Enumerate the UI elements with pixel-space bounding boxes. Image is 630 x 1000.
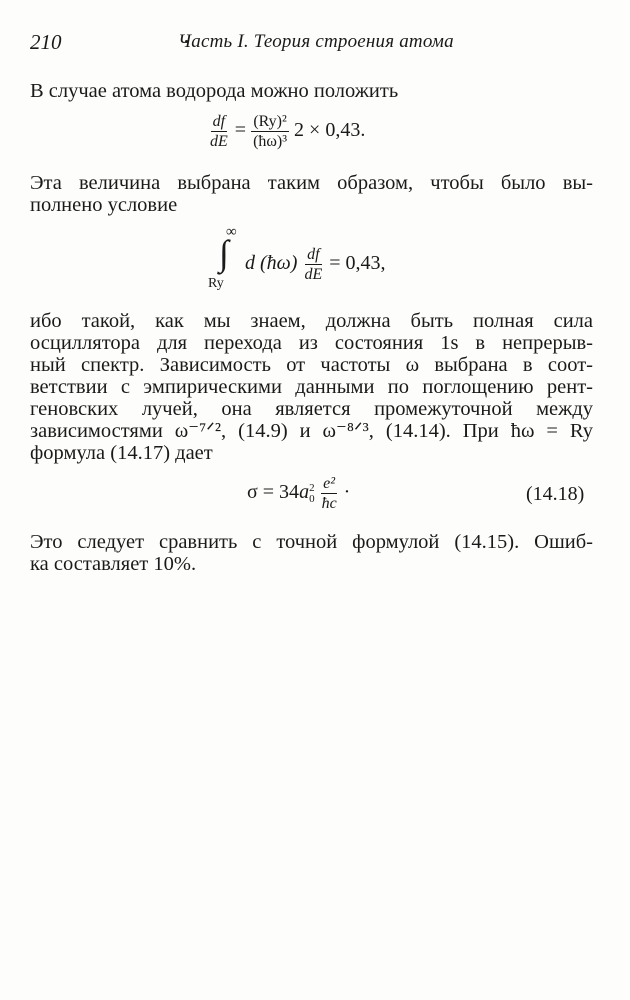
fraction-ry-hw: [251, 113, 289, 150]
text-line: полнено условие: [30, 194, 178, 216]
integral-upper-limit: ∞: [226, 224, 237, 240]
text-line: ветствии с эмпирическими данными по поглощению рент-: [30, 376, 593, 398]
paragraph-2: [30, 172, 593, 216]
bohr-radius-subscript: 0: [309, 492, 315, 505]
text-line: зависимостями ω⁻⁷ᐟ², (14.9) и ω⁻⁸ᐟ³, (14.14). При ħω = Ry: [30, 420, 593, 442]
paragraph-3: [30, 310, 593, 464]
integral-sign: ∫: [219, 233, 229, 273]
fraction-df-de: [208, 113, 230, 150]
integrand: [245, 246, 386, 283]
equation-number: (14.18): [526, 483, 585, 505]
fraction-denominator: ħc: [321, 495, 337, 512]
bohr-radius-power: 2: [309, 481, 315, 494]
fraction-denominator: dE: [210, 133, 228, 150]
fraction-df-de: [302, 246, 324, 283]
equation-1: [208, 113, 365, 150]
fraction-e2-hc: [320, 475, 339, 512]
fraction-numerator: df: [307, 246, 320, 263]
text-line: Это следует сравнить с точной формулой (14.15). Ошиб-: [30, 531, 593, 553]
text-line: В случае атома водорода можно положить: [30, 80, 399, 102]
fraction-numerator: df: [212, 113, 226, 130]
text-line: геновских лучей, она является промежуточной между: [30, 398, 593, 420]
text-line: ибо такой, как мы знаем, должна быть полная сила: [30, 310, 593, 332]
text-line: формула (14.17) дает: [30, 442, 213, 464]
paragraph-4: [30, 531, 593, 575]
differential: d (ħω): [245, 252, 298, 275]
equation-3: [247, 475, 350, 512]
fraction-denominator: dE: [304, 266, 323, 283]
equals-sign: =: [234, 119, 247, 142]
fraction-denominator: (ħω)³: [253, 133, 288, 150]
text-line: осциллятора для перехода из состояния 1s в непрерыв-: [30, 332, 593, 354]
text-line: ный спектр. Зависимость от частоты ω выбрана в соот-: [30, 354, 593, 376]
text-line: Эта величина выбрана таким образом, чтобы было вы-: [30, 172, 593, 194]
fraction-numerator: (Ry)²: [253, 113, 287, 130]
equation-rest: 2 × 0,43.: [294, 119, 366, 142]
fraction-numerator: e²: [323, 475, 336, 492]
page-header: [30, 30, 595, 56]
equation-2: [205, 224, 425, 294]
equation-rest: = 0,43,: [329, 252, 386, 275]
page-number: 210: [30, 30, 62, 54]
equation-dot: ·: [343, 481, 351, 504]
bohr-radius-indices: [309, 483, 315, 505]
integral-lower-limit: Ry: [208, 276, 224, 291]
bohr-radius: a: [299, 481, 310, 504]
paragraph-1: [30, 80, 593, 102]
sigma-expression: σ = 34: [247, 481, 300, 504]
running-title: Часть I. Теория строения атома: [178, 31, 454, 52]
text-line: ка составляет 10%.: [30, 553, 197, 575]
